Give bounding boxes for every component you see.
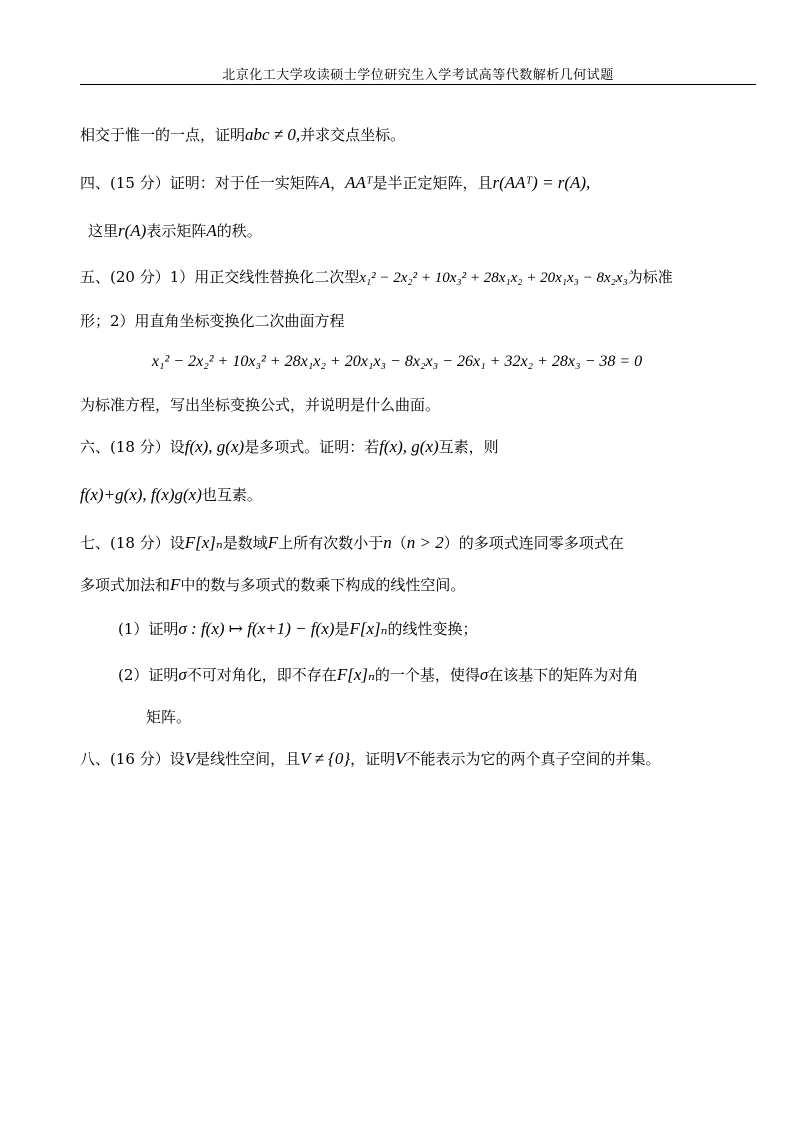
text: 互素，则	[438, 438, 499, 456]
sub-question-1	[118, 620, 794, 637]
question-8-line	[80, 750, 760, 767]
question-6-line	[80, 438, 760, 455]
math-expression: σ	[178, 665, 187, 684]
math-expression: σ : f(x) ↦ f(x+1) − f(x)	[178, 619, 335, 638]
math-expression: f(x), g(x)	[184, 437, 245, 456]
math-expression: x₁² − 2x₂² + 10x₃² + 28x₁x₂ + 20x₁x₃ − 8x₂x₃	[359, 270, 628, 286]
text: (1）证明	[118, 620, 179, 638]
question-7-line	[80, 534, 760, 551]
math-expression: A	[206, 221, 217, 240]
text: 是线性空间，且	[195, 750, 301, 768]
math-expression: abc ≠ 0,	[245, 125, 301, 144]
math-expression: V ≠ {0}	[300, 749, 351, 768]
text: 的一个基，使得	[374, 666, 480, 684]
text: 中的数与多项式的数乘下构成的线性空间。	[180, 576, 466, 594]
text-line	[80, 486, 760, 503]
text: 形；2）用直角坐标变换化二次曲面方程	[80, 312, 345, 330]
text: 六、(18 分）设	[80, 438, 185, 456]
math-expression: f(x), g(x)	[379, 437, 439, 456]
text: 多项式加法和	[80, 576, 171, 594]
math-expression: F[x]ₙ	[184, 533, 223, 552]
text: 的秩。	[216, 222, 262, 240]
text-line	[80, 126, 760, 143]
text: 也互素。	[201, 486, 262, 504]
header-rule	[80, 84, 756, 85]
display-equation	[0, 354, 794, 370]
text: 在该基下的矩阵为对角	[488, 666, 639, 684]
text: 四、(15 分）证明：对于任一实矩阵	[80, 174, 320, 192]
math-expression: A	[319, 173, 331, 192]
text: 矩阵。	[146, 708, 192, 726]
text: 是多项式。证明：若	[244, 438, 380, 456]
math-expression: F[x]ₙ	[349, 619, 388, 638]
text: 不可对角化，即不存在	[186, 666, 337, 684]
text-line	[146, 710, 794, 725]
math-expression: AAᵀ	[345, 173, 373, 192]
sub-question-2	[118, 666, 794, 683]
text: 是	[334, 620, 350, 638]
text: 五、(20 分）1）用正交线性替换化二次型	[80, 268, 360, 286]
math-expression: n	[383, 533, 392, 552]
text: ）的多项式连同零多项式在	[443, 534, 624, 552]
math-expression: n > 2	[406, 533, 444, 552]
math-expression: σ	[479, 665, 489, 684]
text: 相交于惟一的一点，证明	[80, 126, 246, 144]
math-expression: x₁² − 2x₂² + 10x₃² + 28x₁x₂ + 20x₁x₃ − 8x₂x₃ − 26x₁ + 32x₂ + 28x₃ − 38 = 0	[151, 353, 643, 370]
question-5-line	[80, 270, 760, 286]
text-line	[88, 222, 768, 239]
question-4-line	[80, 174, 760, 191]
text: （	[391, 534, 407, 552]
text: 八、(16 分）设	[80, 750, 185, 768]
text: ，	[330, 174, 346, 192]
math-expression: F	[170, 575, 181, 594]
text: 七、(18 分）设	[80, 534, 185, 552]
text-line	[80, 576, 760, 593]
text: 这里	[88, 222, 119, 240]
text: 为标准方程，写出坐标变换公式，并说明是什么曲面。	[80, 396, 441, 414]
math-expression: r(AAᵀ) = r(A),	[492, 173, 591, 192]
text: 上所有次数小于	[278, 534, 384, 552]
text: 是半正定矩阵，且	[372, 174, 493, 192]
math-expression: F	[267, 533, 279, 552]
text: 的线性变换；	[387, 620, 478, 638]
text: 并求交点坐标。	[300, 126, 406, 144]
text: 不能表示为它的两个真子空间的并集。	[405, 750, 661, 768]
text: ，证明	[350, 750, 396, 768]
math-expression: f(x)+g(x), f(x)g(x)	[80, 485, 202, 504]
text-line	[80, 398, 760, 413]
text-line	[80, 314, 760, 329]
math-expression: r(A)	[118, 221, 147, 240]
text: 为标准	[627, 268, 673, 286]
text: 表示矩阵	[146, 222, 207, 240]
text: 是数域	[222, 534, 268, 552]
math-expression: F[x]ₙ	[336, 665, 375, 684]
math-expression: V	[184, 749, 196, 768]
page-header-title: 北京化工大学攻读硕士学位研究生入学考试高等代数解析几何试题	[222, 68, 614, 83]
math-expression: V	[395, 749, 406, 768]
text: (2）证明	[118, 666, 179, 684]
